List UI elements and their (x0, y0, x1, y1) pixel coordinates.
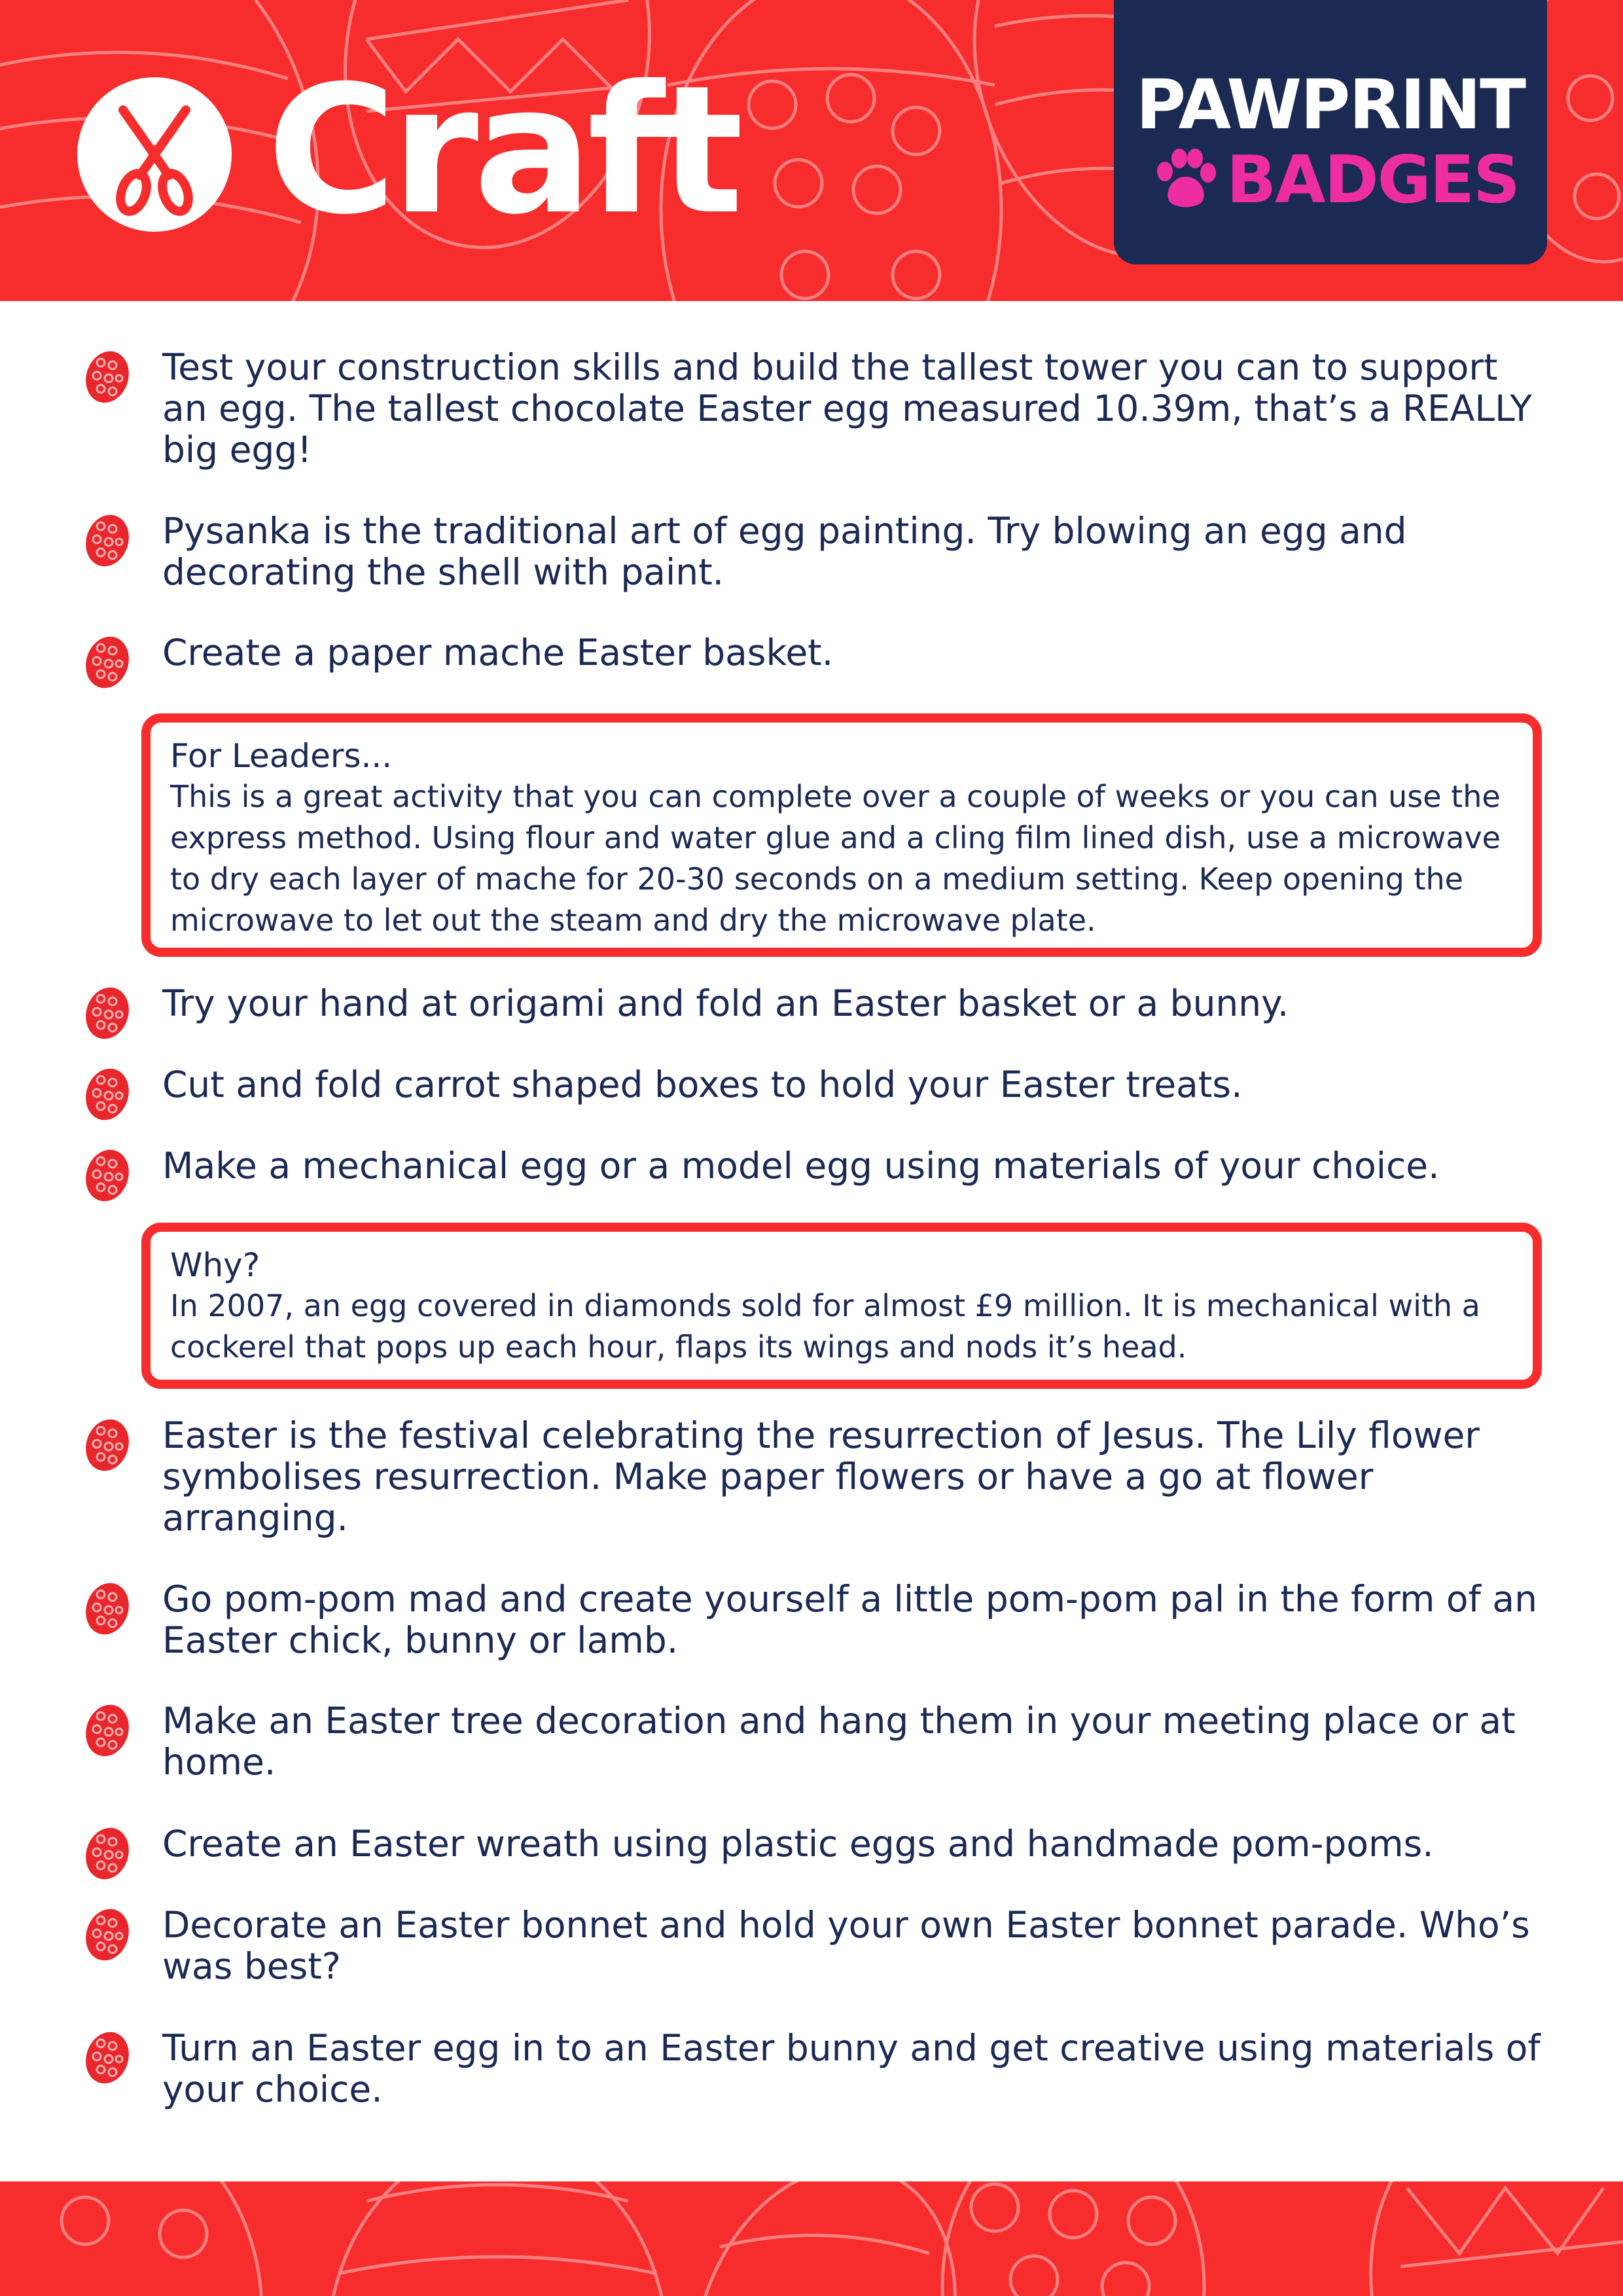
list-item-text: Create a paper mache Easter basket. (162, 632, 834, 673)
list-item-text: Easter is the festival celebrating the resurrection of Jesus. The Lily flower symbolises resurrection. Make paper flowers or have a go at flower arranging. (162, 1414, 1480, 1539)
list-item-text: Try your hand at origami and fold an Easter basket or a bunny. (162, 982, 1289, 1024)
list-item-text: Decorate an Easter bonnet and hold your own Easter bonnet parade. Who’s was best? (162, 1904, 1530, 1987)
note-title: Why? (170, 1246, 260, 1284)
why-note-box (141, 1223, 1542, 1389)
header-banner (0, 0, 1623, 301)
page-title: Craft (267, 47, 739, 253)
paw-icon (1153, 148, 1219, 211)
logo-top-text: PAWPRINT (1135, 65, 1525, 145)
easter-egg-pattern (0, 2181, 1623, 2296)
egg-bullet-icon (84, 1825, 134, 1884)
egg-bullet-icon (84, 1147, 134, 1206)
pawprint-badges-logo (1114, 0, 1547, 264)
egg-bullet-icon (84, 2029, 134, 2088)
list-item-text: Make an Easter tree decoration and hang them in your meeting place or at home. (162, 1700, 1516, 1783)
note-body: In 2007, an egg covered in diamonds sold for almost £9 million. It is mechanical with a cockerel that pops up each hour, flaps its wings and nods it’s head. (170, 1288, 1480, 1365)
egg-bullet-icon (84, 1906, 134, 1965)
egg-bullet-icon (84, 634, 134, 692)
note-title: For Leaders... (170, 737, 393, 775)
list-item-text: Test your construction skills and build the tallest tower you can to support an egg. The tallest chocolate Easter egg measured 10.39m, that’s a REALLY big egg! (162, 346, 1533, 471)
logo-badges-text: BADGES (1226, 141, 1520, 218)
list-item-text: Go pom-pom mad and create yourself a little pom-pom pal in the form of an Easter chick, bunny or lamb. (162, 1578, 1537, 1661)
list-item-text: Make a mechanical egg or a model egg using materials of your choice. (162, 1145, 1440, 1187)
list-item-text: Turn an Easter egg in to an Easter bunny and get creative using materials of your choice. (162, 2027, 1541, 2110)
list-item-text: Pysanka is the traditional art of egg painting. Try blowing an egg and decorating the shell with paint. (162, 510, 1407, 593)
scissors-icon-badge (77, 77, 232, 232)
egg-bullet-icon (84, 1066, 134, 1124)
egg-bullet-icon (84, 1702, 134, 1761)
scissors-icon (77, 77, 232, 232)
list-item-text: Create an Easter wreath using plastic eggs and handmade pom-poms. (162, 1823, 1434, 1865)
leaders-note-box (141, 713, 1542, 957)
egg-bullet-icon (84, 1580, 134, 1639)
egg-bullet-icon (84, 512, 134, 571)
logo-bottom-row (1153, 141, 1533, 218)
note-body: This is a great activity that you can complete over a couple of weeks or you can use the express method. Using flour and water glue and a cling film lined dish, use a microwave to dry each layer of mache for 20-30 seconds on a medium setting. Keep opening the microwave to let out the steam and dry the microwave plate. (170, 779, 1501, 938)
list-item-text: Cut and fold carrot shaped boxes to hold your Easter treats. (162, 1064, 1243, 1105)
egg-bullet-icon (84, 984, 134, 1043)
egg-bullet-icon (84, 1416, 134, 1475)
footer-banner (0, 2181, 1623, 2296)
egg-bullet-icon (84, 348, 134, 407)
